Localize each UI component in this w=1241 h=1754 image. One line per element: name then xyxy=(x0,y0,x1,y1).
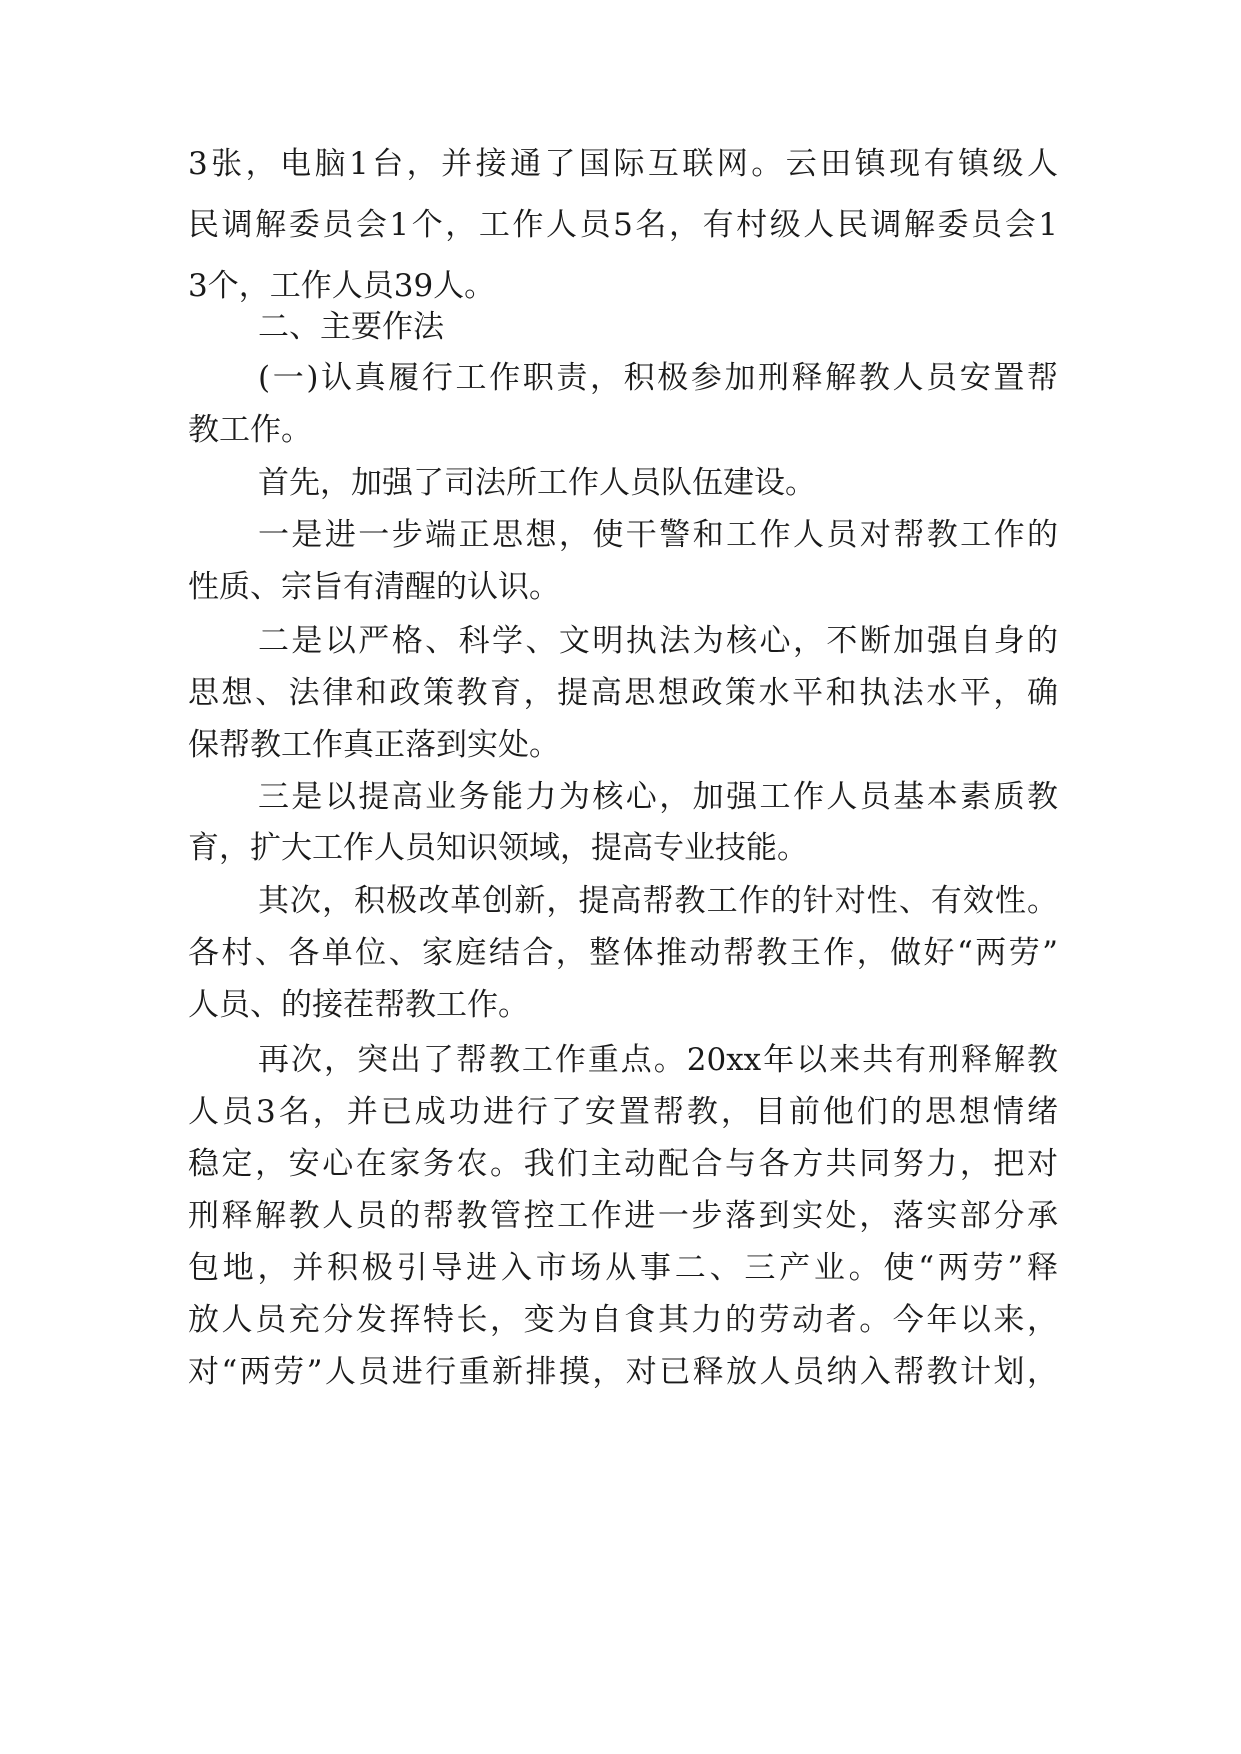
text-line: 3张，电脑1台，并接通了国际互联网。云田镇现有镇级人 xyxy=(188,146,1058,182)
text-line: 再次，突出了帮教工作重点。20xx年以来共有刑释解教 xyxy=(258,1042,1058,1078)
text-line: 三是以提高业务能力为核心，加强工作人员基本素质教 xyxy=(258,779,1058,815)
text-line: 教工作。 xyxy=(188,412,312,448)
text-line: 民调解委员会1个，工作人员5名，有村级人民调解委员会1 xyxy=(188,207,1058,243)
text-line: 刑释解教人员的帮教管控工作进一步落到实处，落实部分承 xyxy=(188,1198,1058,1234)
text-line: 人员3名，并已成功进行了安置帮教，目前他们的思想情绪 xyxy=(188,1094,1058,1130)
text-line: 性质、宗旨有清醒的认识。 xyxy=(188,569,560,605)
text-line: 稳定，安心在家务农。我们主动配合与各方共同努力，把对 xyxy=(188,1146,1058,1182)
text-line: 人员、的接茬帮教工作。 xyxy=(188,987,529,1023)
text-line: 各村、各单位、家庭结合，整体推动帮教王作，做好“两劳” xyxy=(188,935,1058,971)
subsection-heading: (一)认真履行工作职责，积极参加刑释解教人员安置帮 xyxy=(258,360,1058,396)
text-line: 保帮教工作真正落到实处。 xyxy=(188,727,560,763)
text-line: 包地，并积极引导进入市场从事二、三产业。使“两劳”释 xyxy=(188,1250,1058,1286)
text-line: 其次，积极改革创新，提高帮教工作的针对性、有效性。 xyxy=(258,883,1058,919)
text-line: 3个，工作人员39人。 xyxy=(188,268,496,304)
text-line: 思想、法律和政策教育，提高思想政策水平和执法水平，确 xyxy=(188,675,1058,711)
text-line: 放人员充分发挥特长，变为自食其力的劳动者。今年以来， xyxy=(188,1302,1058,1338)
text-line: 育，扩大工作人员知识领域，提高专业技能。 xyxy=(188,830,808,866)
text-line: 一是进一步端正思想，使干警和工作人员对帮教工作的 xyxy=(258,517,1058,553)
section-heading: 二、主要作法 xyxy=(258,309,444,345)
text-line: 二是以严格、科学、文明执法为核心，不断加强自身的 xyxy=(258,623,1058,659)
text-line: 首先，加强了司法所工作人员队伍建设。 xyxy=(258,465,816,501)
text-line: 对“两劳”人员进行重新排摸，对已释放人员纳入帮教计划， xyxy=(188,1354,1058,1390)
